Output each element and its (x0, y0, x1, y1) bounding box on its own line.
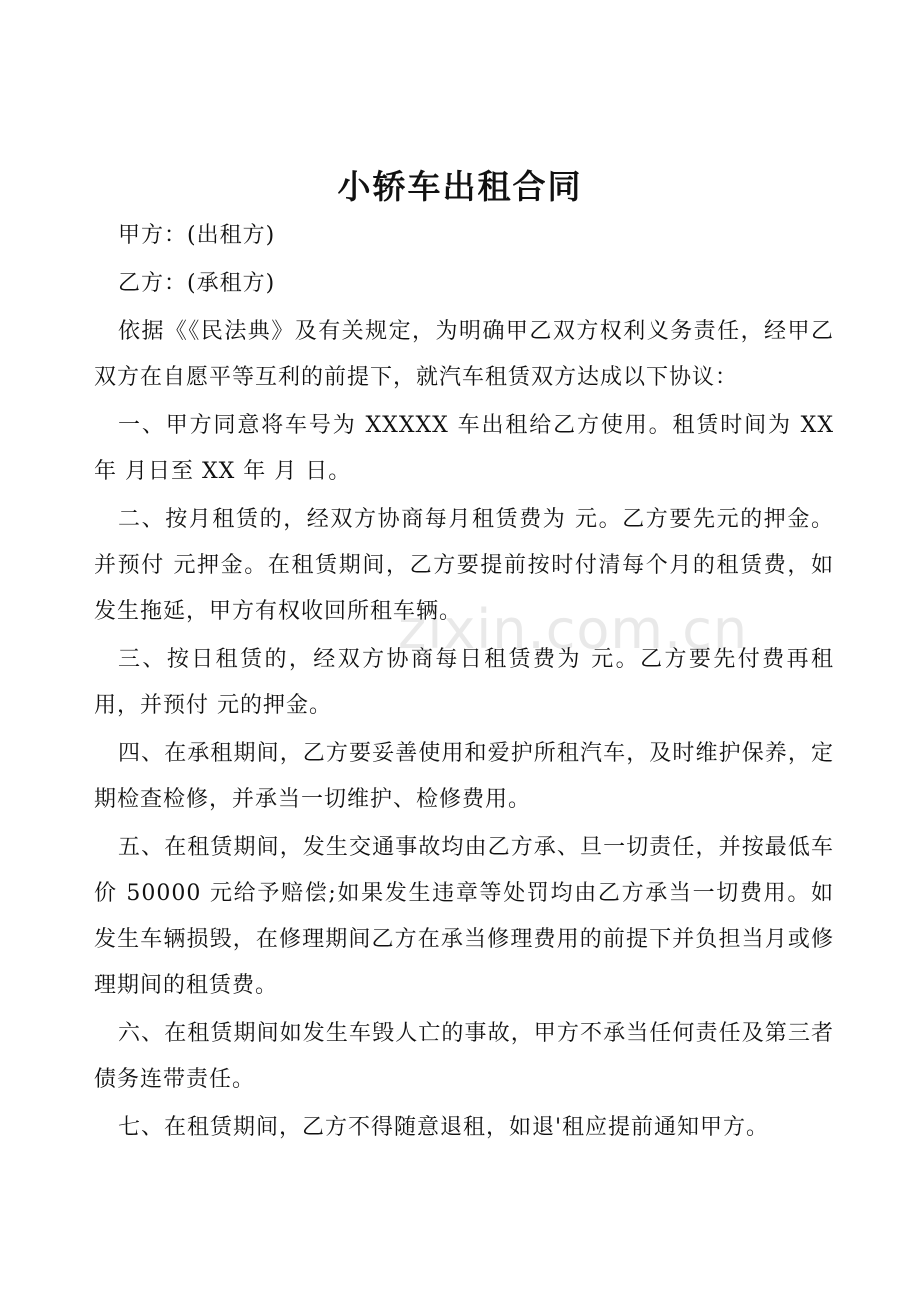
clause-1: 一、甲方同意将车号为 XXXXX 车出租给乙方使用。租赁时间为 XX 年 月日至 XX 年 月 日。 (94, 413, 834, 484)
party-b-line: 乙方：(承租方) (118, 271, 276, 296)
document-title: 小轿车出租合同 (337, 167, 583, 206)
document-body (94, 213, 834, 1153)
clause-7: 七、在租赁期间，乙方不得随意退租，如退'租应提前通知甲方。 (118, 1115, 770, 1140)
clause-2: 二、按月租赁的，经双方协商每月租赁费为 元。乙方要先元的押金。并预付 元押金。在租赁期间，乙方要提前按时付清每个月的租赁费，如发生拖延，甲方有权收回所租车辆。 (94, 507, 834, 624)
clause-3: 三、按日租赁的，经双方协商每日租赁费为 元。乙方要先付费再租用，并预付 元的押金。 (94, 647, 834, 718)
watermark: zixin.com.cn (398, 598, 749, 661)
party-a-line: 甲方：(出租方) (118, 223, 276, 248)
clause-5: 五、在租赁期间，发生交通事故均由乙方承、旦一切责任，并按最低车价 50000 元给予赔偿;如果发生违章等处罚均由乙方承当一切费用。如发生车辆损毁，在修理期间乙方在承当修理费用的前提下并负担当月或修理期间的租赁费。 (94, 835, 834, 998)
preamble-paragraph: 依据《《民法典》及有关规定，为明确甲乙双方权利义务责任，经甲乙双方在自愿平等互利的前提下，就汽车租赁双方达成以下协议： (94, 319, 834, 390)
clause-4: 四、在承租期间，乙方要妥善使用和爱护所租汽车，及时维护保养，定期检查检修，并承当一切维护、检修费用。 (94, 741, 834, 812)
clause-6: 六、在租赁期间如发生车毁人亡的事故，甲方不承当任何责任及第三者债务连带责任。 (94, 1021, 834, 1092)
